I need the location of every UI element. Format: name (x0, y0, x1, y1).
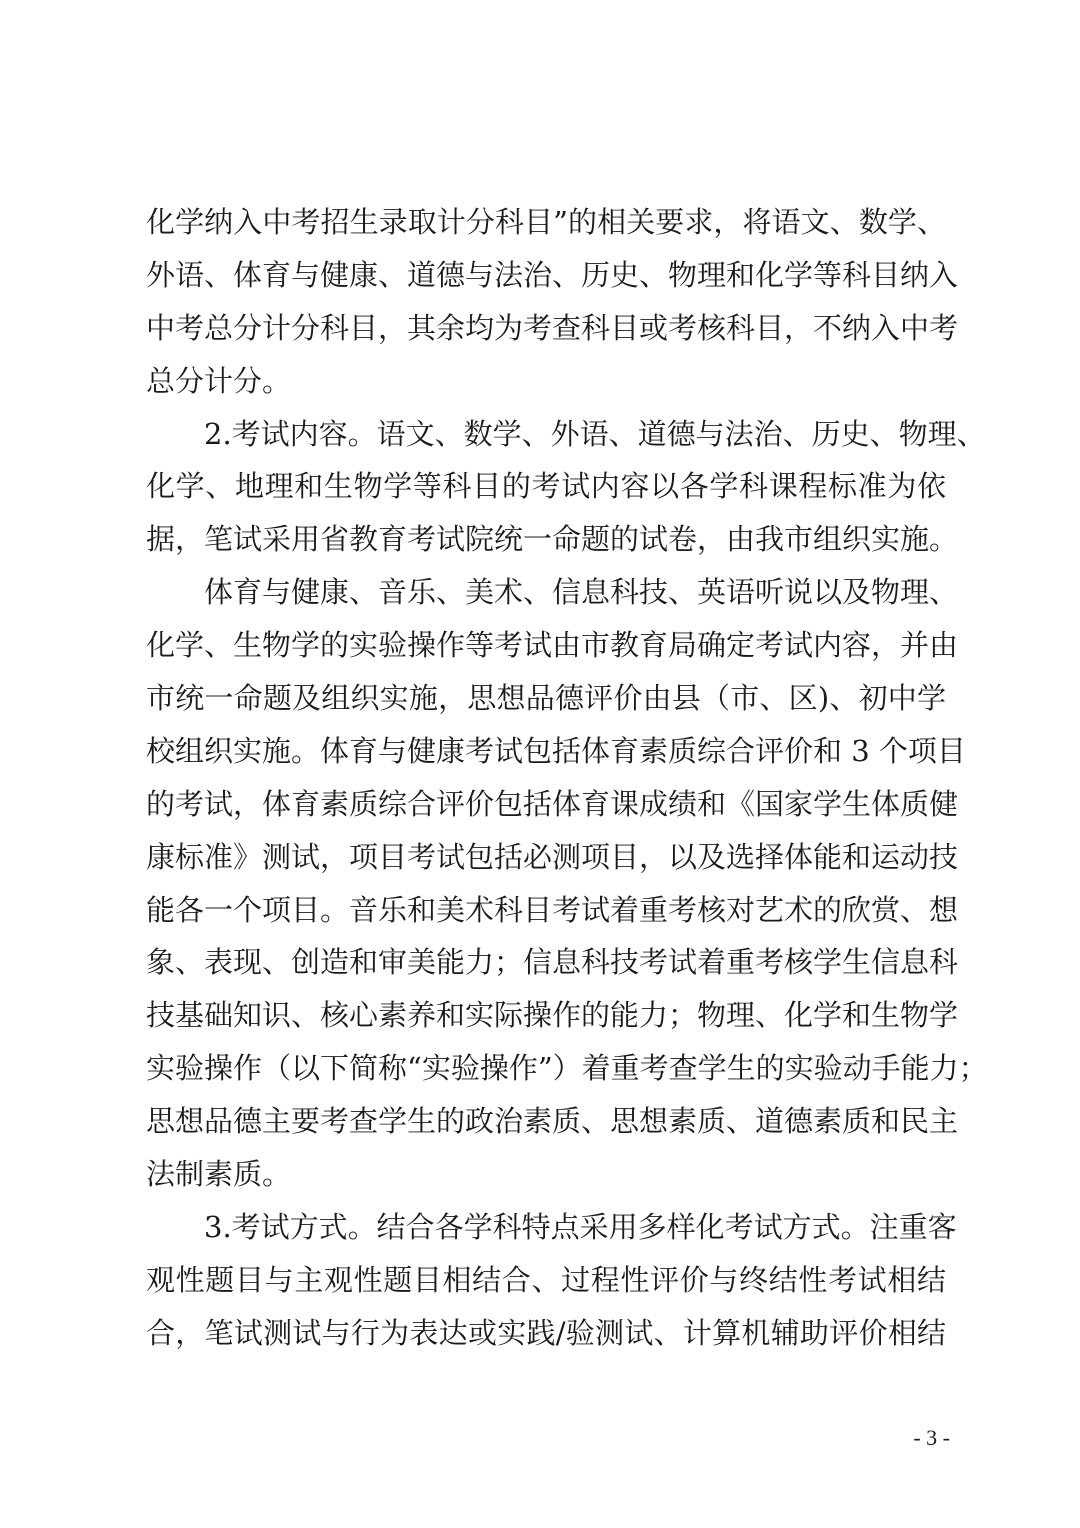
body-text (146, 196, 988, 1360)
text-line-7: 据，笔试采用省教育考试院统一命题的试卷，由我市组织实施。 (146, 522, 959, 557)
text-line-3: 中考总分计分科目，其余均为考查科目或考核科目，不纳入中考 (146, 310, 959, 345)
text-line-9: 化学、生物学的实验操作等考试由市教育局确定考试内容，并由 (146, 628, 959, 663)
text-line-10: 市统一命题及组织实施，思想品德评价由县（市、区)、初中学 (146, 681, 946, 716)
text-line-11: 校组织实施。体育与健康考试包括体育素质综合评价和 3 个项目 (146, 733, 966, 768)
page-number: - 3 - (913, 1425, 950, 1450)
text-line-16: 技基础知识、核心素养和实际操作的能力；物理、化学和生物学 (146, 998, 959, 1033)
text-line-15: 象、表现、创造和审美能力；信息科技考试着重考核学生信息科 (146, 945, 959, 980)
text-line-8: 体育与健康、音乐、美术、信息科技、英语听说以及物理、 (204, 575, 959, 610)
text-line-6: 化学、地理和生物学等科目的考试内容以各学科课程标准为依 (146, 469, 946, 504)
text-line-13: 康标准》测试，项目考试包括必测项目，以及选择体能和运动技 (146, 839, 959, 874)
text-line-12: 的考试，体育素质综合评价包括体育课成绩和《国家学生体质健 (146, 786, 959, 821)
text-line-14: 能各一个项目。音乐和美术科目考试着重考核对艺术的欣赏、想 (146, 892, 959, 927)
text-line-4: 总分计分。 (146, 363, 292, 398)
text-line-19: 法制素质。 (146, 1157, 292, 1192)
text-line-21: 观性题目与主观性题目相结合、过程性评价与终结性考试相结 (146, 1262, 946, 1297)
text-line-20: 3.考试方式。结合各学科特点采用多样化考试方式。注重客 (204, 1209, 957, 1244)
text-line-17: 实验操作（以下简称“实验操作”）着重考查学生的实验动手能力； (146, 1051, 988, 1086)
text-line-2: 外语、体育与健康、道德与法治、历史、物理和化学等科目纳入 (146, 257, 959, 292)
text-line-18: 思想品德主要考查学生的政治素质、思想素质、道德素质和民主 (146, 1104, 959, 1139)
text-line-22: 合，笔试测试与行为表达或实践/验测试、计算机辅助评价相结 (146, 1315, 946, 1350)
text-line-5: 2.考试内容。语文、数学、外语、道德与法治、历史、物理、 (204, 416, 986, 451)
text-line-1: 化学纳入中考招生录取计分科目”的相关要求，将语文、数学、 (146, 205, 946, 239)
